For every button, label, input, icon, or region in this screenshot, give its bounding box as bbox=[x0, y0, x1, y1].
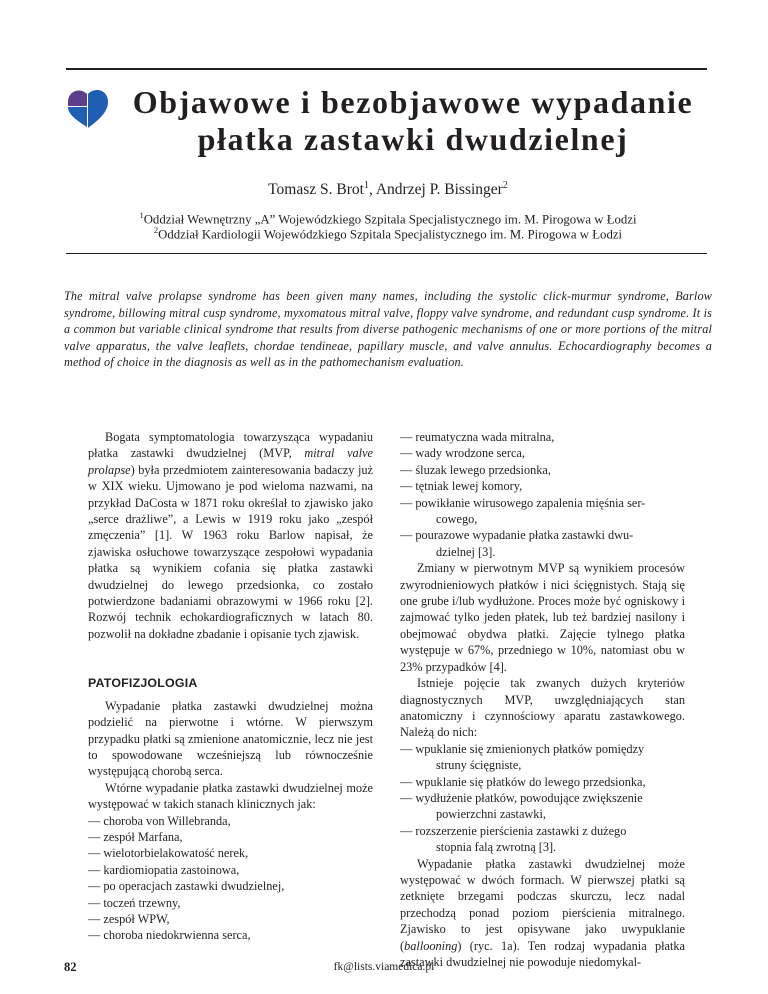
list-item: — kardiomiopatia zastoinowa, bbox=[88, 862, 240, 877]
title-line-2: płatka zastawki dwudzielnej bbox=[197, 121, 629, 157]
author-1: Tomasz S. Brot bbox=[268, 181, 364, 199]
list-item-continuation: stopnia falą zwrotną [3]. bbox=[436, 840, 557, 855]
author-separator: , bbox=[368, 181, 376, 199]
affiliation-2-text: Oddział Kardiologii Wojewódzkiego Szpitala Specjalistycznego im. M. Pirogowa w Łodzi bbox=[158, 227, 623, 242]
intro-paragraph bbox=[88, 429, 373, 642]
list-item-lead: — rozszerzenie pierścienia zastawki z dużego bbox=[400, 823, 627, 838]
article-title bbox=[118, 84, 708, 158]
paragraph-primary-mvp: Zmiany w pierwotnym MVP są wynikiem procesów zwyrodnieniowych płatków i nici ścięgnistych. Stają się one grube i/lub wydłużone. Proces może być ogniskowy i zajmować tylko jeden płatek, lub też bardziej nasilony i obejmować obydwa płatki. Zajęcie tylnego płatka występuje w 67%, przedniego w 10%, natomiast obu w 23% przypadków [4]. bbox=[400, 561, 685, 674]
intro-text-b: ) była przedmiotem zainteresowania badaczy już w XIX wieku. Ujmowano je pod wieloma nazwami, na przykład DaCosta w 1871 roku określał to zjawisko jako „serce drażliwe”, a Lewis w 1919 roku jako „zespół zmęczenia” [1]. W 1963 roku Barlow napisał, że zjawiska osłuchowe towarzyszące zespołowi wypadania płatka są wynikiem cofania się płatka zastawki dwudzielnej do lewego przedsionka, co zostało potwierdzone badaniami obrazowymi w 1966 roku [2]. Rozwój technik echokardiograficznych w latach 80. pozwolił na dokładne zbadanie i opisanie tych zjawisk. bbox=[88, 462, 373, 641]
secondary-causes-list bbox=[88, 813, 373, 944]
list-item-lead: — wydłużenie płatków, powodujące zwiększenie bbox=[400, 790, 643, 805]
abstract: The mitral valve prolapse syndrome has been given many names, including the systolic click-murmur syndrome, Barlow syndrome, billowing mitral cusp syndrome, myxomatous mitral valve, floppy valve syndrome, and redundant cusp syndrome. It is a common but variable clinical syndrome that results from diverse pathogenic mechanisms of one or more portions of the mitral valve apparatus, the valve leaflets, chordae tendineae, papillary muscle, and valve annulus. Echocardiography becomes a method of choice in the diagnosis as well as in the pathomechanism evaluation. bbox=[64, 289, 712, 370]
list-item: — reumatyczna wada mitralna, bbox=[400, 430, 555, 444]
list-item bbox=[400, 741, 685, 774]
paragraph-secondary: Wtórne wypadanie płatka zastawki dwudzielnej może występować w takich stanach klinicznych jak: bbox=[88, 780, 373, 812]
list-item bbox=[400, 527, 685, 560]
list-item-continuation: cowego, bbox=[436, 512, 478, 527]
affiliation-1-text: Oddział Wewnętrzny „A” Wojewódzkiego Szpitala Specjalistycznego im. M. Pirogowa w Łodzi bbox=[143, 212, 637, 227]
list-item bbox=[400, 823, 685, 856]
right-column bbox=[400, 429, 685, 970]
list-item bbox=[400, 790, 685, 823]
list-item: — wady wrodzone serca, bbox=[400, 446, 525, 461]
secondary-causes-list-continued bbox=[400, 429, 685, 560]
list-item: — wielotorbielakowatość nerek, bbox=[88, 846, 249, 861]
list-item: — toczeń trzewny, bbox=[88, 895, 181, 910]
list-item: — zespół Marfana, bbox=[88, 829, 183, 844]
prolapse-text-a: Wypadanie płatka zastawki dwudzielnej może występować w dwóch formach. W pierwszej płatki są zetknięte brzegami podczas skurczu, lecz nadal przechodzą ponad poziom pierścienia mitralnego. Zjawisko to jest opisywane jako uwypuklanie ( bbox=[400, 856, 685, 953]
section-rule bbox=[66, 253, 707, 254]
list-item: — choroba niedokrwienna serca, bbox=[88, 928, 251, 943]
list-item-lead: — wpuklanie się zmienionych płatków pomiędzy bbox=[400, 741, 645, 756]
page-number: 82 bbox=[64, 960, 77, 974]
affiliation-2 bbox=[40, 223, 736, 242]
affiliation-1-num: 1 bbox=[139, 210, 144, 220]
author-1-affil-ref: 1 bbox=[363, 180, 369, 191]
major-criteria-list bbox=[400, 741, 685, 856]
authors bbox=[40, 180, 736, 199]
list-item-continuation: dzielnej [3]. bbox=[436, 544, 496, 559]
prolapse-text-b: ) (ryc. 1a). Ten rodzaj wypadania płatka zastawki dwudzielnej nie powoduje niedomykal- bbox=[400, 938, 685, 969]
intro-text-a: Bogata symptomatologia towarzysząca wypadaniu płatka zastawki dwudzielnej (MVP, bbox=[88, 430, 373, 461]
list-item bbox=[400, 495, 685, 528]
list-item-continuation: struny ścięgniste, bbox=[436, 758, 522, 773]
list-item-continuation: powierzchni zastawki, bbox=[436, 807, 546, 822]
heart-logo-icon bbox=[66, 86, 110, 130]
list-item: — tętniak lewej komory, bbox=[400, 479, 523, 494]
term-ballooning: ballooning bbox=[404, 938, 458, 953]
list-item: — zespół WPW, bbox=[88, 911, 170, 926]
left-column bbox=[88, 429, 373, 944]
footer-email: fk@lists.viamedica.pl bbox=[333, 961, 435, 973]
paragraph-major-criteria: Istnieje pojęcie tak zwanych dużych kryteriów diagnostycznych MVP, uwzględniających stan anatomiczny i czynnościowy aparatu zastawkowego. Należą do nich: bbox=[400, 676, 685, 740]
list-item bbox=[400, 774, 685, 790]
list-item-lead: — powikłanie wirusowego zapalenia mięśnia ser- bbox=[400, 495, 646, 510]
list-item: — choroba von Willebranda, bbox=[88, 813, 231, 828]
author-2: Andrzej P. Bissinger bbox=[375, 181, 503, 199]
list-item-lead: — pourazowe wypadanie płatka zastawki dwu- bbox=[400, 528, 634, 543]
paragraph-classification: Wypadanie płatka zastawki dwudzielnej można podzielić na pierwotne i wtórne. W pierwszym przypadku płatki są zmienione anatomicznie, lecz nie jest to spowodowane wcześniejszą lub równocześnie występującą chorobą serca. bbox=[88, 698, 373, 779]
list-item-lead: — wpuklanie się płatków do lewego przedsionka, bbox=[400, 774, 646, 789]
list-item: — po operacjach zastawki dwudzielnej, bbox=[88, 879, 285, 894]
title-line-1: Objawowe i bezobjawowe wypadanie bbox=[132, 84, 694, 120]
top-rule bbox=[66, 68, 707, 70]
list-item: — śluzak lewego przedsionka, bbox=[400, 462, 551, 477]
author-2-affil-ref: 2 bbox=[502, 180, 508, 191]
paragraph-prolapse-forms bbox=[400, 856, 685, 971]
intro-term-mvp: mitral valve prolapse bbox=[88, 446, 374, 477]
affiliation-2-num: 2 bbox=[153, 225, 159, 235]
section-heading-pathophysiology: PATOFIZJOLOGIA bbox=[88, 676, 198, 691]
